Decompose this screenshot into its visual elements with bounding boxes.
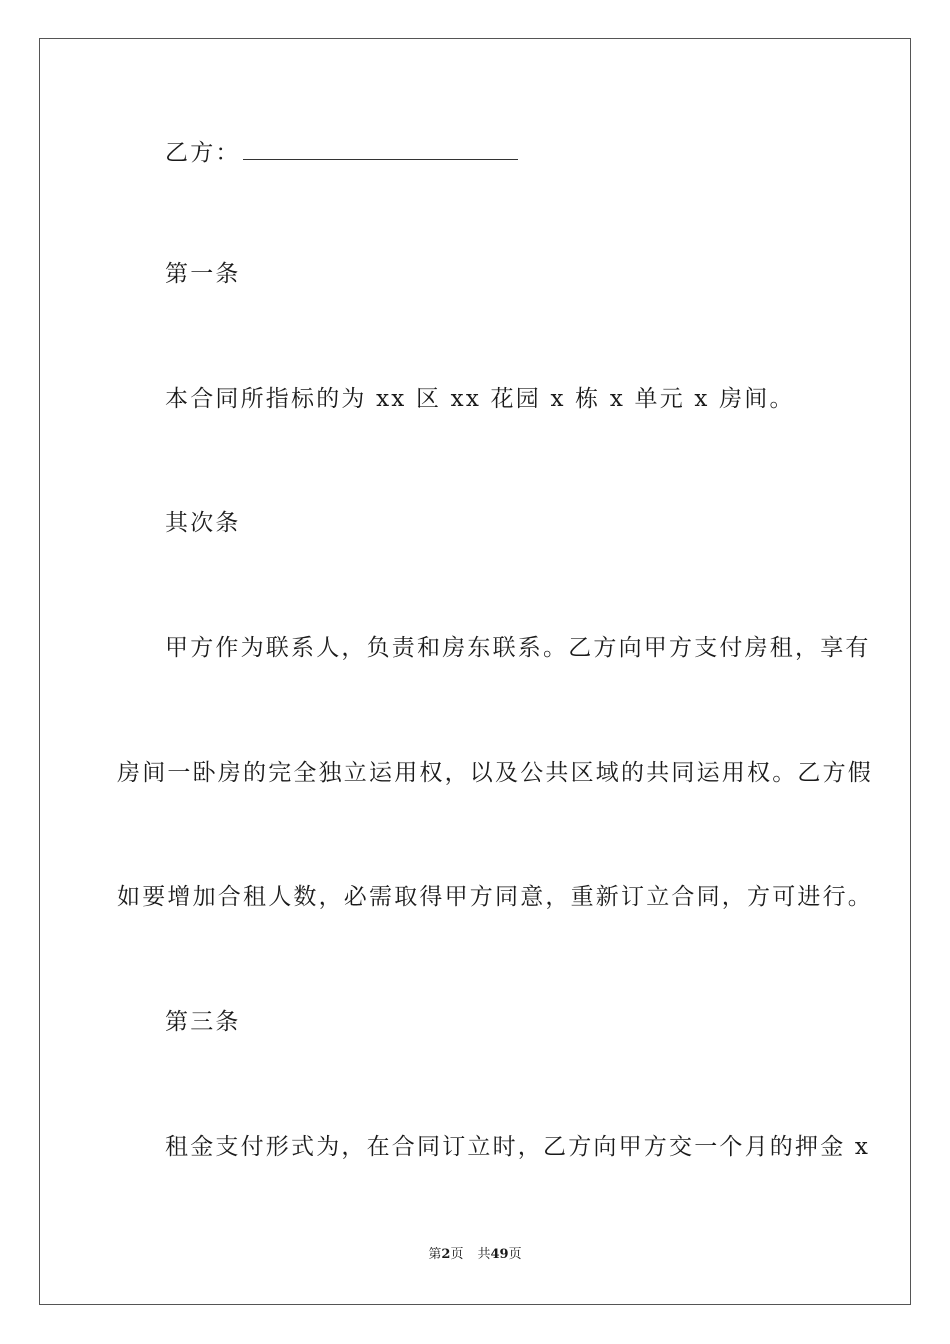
article-2-paragraph-line-2: 房间一卧房的完全独立运用权，以及公共区域的共同运用权。乙方假 (117, 760, 873, 786)
article-1-text: 本合同所指标的为 xx 区 xx 花园 x 栋 x 单元 x 房间。 (165, 386, 795, 412)
footer-page-prefix: 第 (428, 1247, 442, 1262)
footer-total-suffix: 页 (508, 1247, 522, 1262)
party-b-blank-field (243, 139, 518, 160)
footer-total-prefix: 共 (477, 1247, 491, 1262)
party-b-label: 乙方： (165, 140, 241, 166)
party-b-line (165, 138, 885, 168)
footer-page-suffix: 页 (450, 1247, 464, 1262)
article-2-heading: 其次条 (165, 510, 241, 536)
footer-page-number: 2 (441, 1247, 451, 1262)
footer-total-pages: 49 (490, 1247, 509, 1262)
article-3-paragraph-line-1: 租金支付形式为，在合同订立时，乙方向甲方交一个月的押金 x (165, 1134, 871, 1160)
article-2-paragraph-line-3: 如要增加合租人数，必需取得甲方同意，重新订立合同，方可进行。 (117, 884, 873, 910)
article-1-heading: 第一条 (165, 261, 241, 287)
page-footer (0, 1246, 950, 1264)
page-border (39, 38, 911, 1305)
article-3-heading: 第三条 (165, 1009, 241, 1035)
article-2-paragraph-line-1: 甲方作为联系人，负责和房东联系。乙方向甲方支付房租，享有 (165, 635, 871, 661)
